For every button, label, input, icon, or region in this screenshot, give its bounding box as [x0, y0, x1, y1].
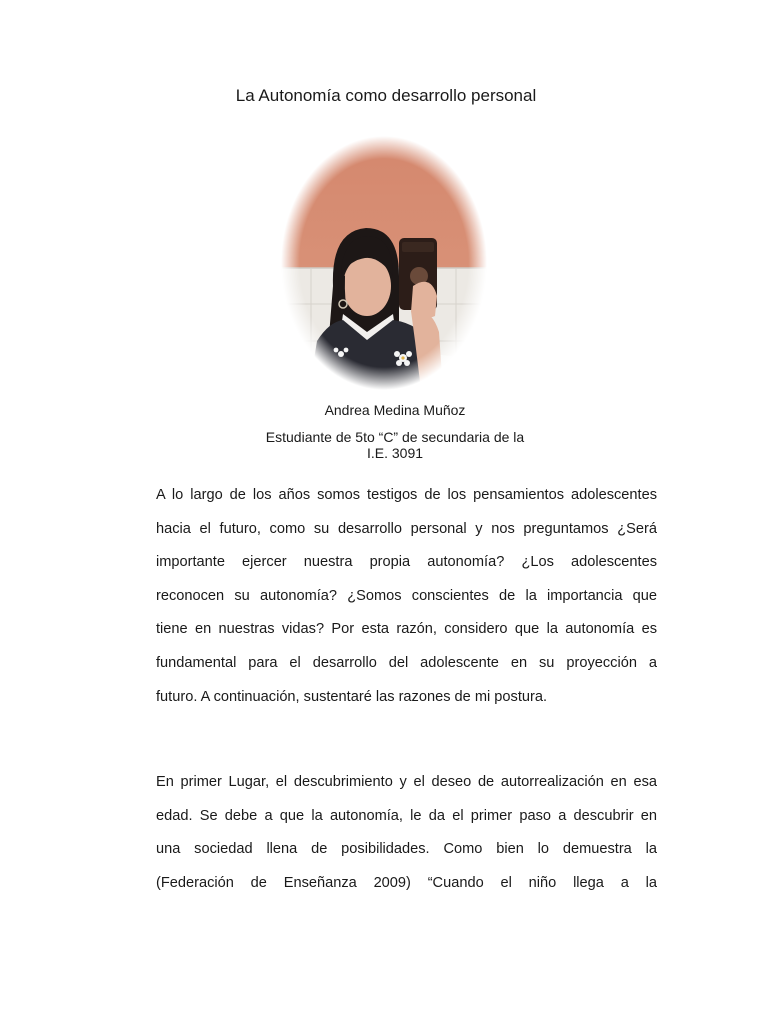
paragraph-line: tiene en nuestras vidas? Por esta razón, considero que la autonomía es [156, 621, 657, 638]
author-role-line1: Estudiante de 5to “C” de secundaria de la [265, 429, 525, 445]
paragraph-first-argument [156, 766, 657, 900]
author-role-line2: I.E. 3091 [366, 445, 424, 461]
author-role [250, 429, 540, 461]
document-title: La Autonomía como desarrollo personal [235, 86, 537, 105]
author-photo [281, 136, 487, 390]
paragraph-line: A lo largo de los años somos testigos de los pensamientos adolescentes [156, 487, 657, 503]
paragraph-line: importante ejercer nuestra propia autonomía? ¿Los adolescentes [156, 554, 657, 571]
paragraph-line: reconocen su autonomía? ¿Somos conscientes de la importancia que [156, 587, 657, 604]
paragraph-line: edad. Se debe a que la autonomía, le da el primer paso a descubrir en [156, 807, 657, 824]
author-name: Andrea Medina Muñoz [324, 402, 466, 418]
paragraph-line: (Federación de Enseñanza 2009) “Cuando el niño llega a la [156, 874, 657, 891]
paragraph-line: una sociedad llena de posibilidades. Como bien lo demuestra la [156, 841, 657, 858]
paragraph-intro [156, 479, 657, 714]
paragraph-line: fundamental para el desarrollo del adolescente en su proyección a [156, 654, 657, 671]
paragraph-line: En primer Lugar, el descubrimiento y el deseo de autorrealización en esa [156, 774, 657, 790]
paragraph-line: hacia el futuro, como su desarrollo personal y nos preguntamos ¿Será [156, 520, 657, 537]
paragraph-line: futuro. A continuación, sustentaré las razones de mi postura. [156, 688, 548, 705]
